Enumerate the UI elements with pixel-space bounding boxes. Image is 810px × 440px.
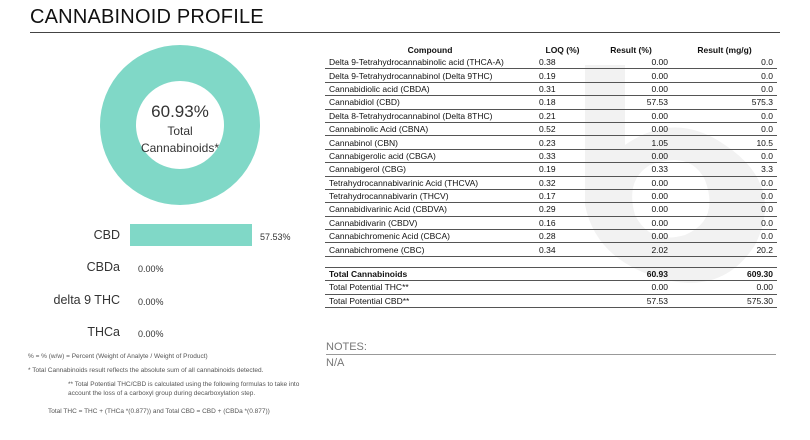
loq-value: 0.17 — [535, 189, 590, 202]
loq-value: 0.31 — [535, 82, 590, 95]
compound-name: Cannabidiolic acid (CBDA) — [325, 82, 535, 95]
loq-value: 0.21 — [535, 109, 590, 122]
compound-name: Cannabinol (CBN) — [325, 136, 535, 149]
bar-row-cbd — [0, 224, 320, 248]
compound-name: Cannabichromenic Acid (CBCA) — [325, 230, 535, 243]
donut-center-label — [110, 102, 250, 156]
result-mg-per-g: 575.3 — [672, 96, 777, 109]
bar-label: THCa — [87, 325, 120, 339]
title-divider — [30, 32, 780, 33]
notes-divider — [326, 354, 776, 355]
spacer-cell — [535, 256, 590, 267]
result-mg-per-g: 0.0 — [672, 122, 777, 135]
col-header-result-pct: Result (%) — [610, 45, 652, 55]
result-mg-per-g: 0.0 — [672, 203, 777, 216]
footnote-total-potential: ** Total Potential THC/CBD is calculated using the following formulas to take into account the loss of a carboxyl group during decarboxylation step. — [68, 381, 300, 397]
result-mg-per-g: 3.3 — [672, 163, 777, 176]
spacer-cell — [590, 256, 672, 267]
total-percent-value: 0.00 — [590, 281, 672, 294]
total-row — [325, 267, 777, 280]
loq-value: 0.19 — [535, 69, 590, 82]
page-title: CANNABINOID PROFILE — [30, 6, 264, 28]
compound-name: Cannabigerol (CBG) — [325, 163, 535, 176]
result-percent: 0.00 — [590, 216, 672, 229]
result-mg-per-g: 0.0 — [672, 230, 777, 243]
bar-label: delta 9 THC — [53, 293, 120, 307]
total-empty-cell — [535, 281, 590, 294]
loq-value: 0.16 — [535, 216, 590, 229]
result-mg-per-g: 0.0 — [672, 82, 777, 95]
table-row — [325, 243, 777, 256]
total-percent-value: 60.93 — [590, 267, 672, 280]
table-spacer-row — [325, 256, 777, 267]
bar-value: 57.53% — [260, 232, 291, 242]
compound-name: Delta 9-Tetrahydrocannabinol (Delta 9THC) — [325, 69, 535, 82]
compound-name: Delta 8-Tetrahydrocannabinol (Delta 8THC) — [325, 109, 535, 122]
total-row — [325, 281, 777, 294]
result-percent: 57.53 — [590, 96, 672, 109]
table-row — [325, 216, 777, 229]
table-row — [325, 96, 777, 109]
footnote-total-cannabinoids: * Total Cannabinoids result reflects the absolute sum of all cannabinoids detected. — [28, 367, 264, 374]
result-percent: 0.00 — [590, 56, 672, 69]
table-row — [325, 149, 777, 162]
notes-label: NOTES: — [326, 341, 367, 353]
table-header-row — [325, 44, 777, 56]
loq-value: 0.19 — [535, 163, 590, 176]
table-row — [325, 176, 777, 189]
total-empty-cell — [535, 267, 590, 280]
footnote-percent-definition: % = % (w/w) = Percent (Weight of Analyte / Weight of Product) — [28, 353, 208, 360]
compound-name: Cannabidivarinic Acid (CBDVA) — [325, 203, 535, 216]
table-row — [325, 82, 777, 95]
result-mg-per-g: 0.0 — [672, 149, 777, 162]
compound-name: Cannabichromene (CBC) — [325, 243, 535, 256]
table-row — [325, 122, 777, 135]
compound-name: Cannabinolic Acid (CBNA) — [325, 122, 535, 135]
result-percent: 1.05 — [590, 136, 672, 149]
col-header-compound: Compound — [407, 45, 453, 55]
total-mg-value: 609.30 — [672, 267, 777, 280]
loq-value: 0.52 — [535, 122, 590, 135]
loq-value: 0.29 — [535, 203, 590, 216]
result-mg-per-g: 0.0 — [672, 176, 777, 189]
loq-value: 0.32 — [535, 176, 590, 189]
result-percent: 0.00 — [590, 230, 672, 243]
result-mg-per-g: 0.0 — [672, 189, 777, 202]
table-row — [325, 230, 777, 243]
result-mg-per-g: 20.2 — [672, 243, 777, 256]
compound-name: Tetrahydrocannabivarin (THCV) — [325, 189, 535, 202]
result-percent: 0.00 — [590, 69, 672, 82]
total-row — [325, 294, 777, 307]
result-percent: 0.00 — [590, 82, 672, 95]
total-mg-value: 575.30 — [672, 294, 777, 307]
loq-value: 0.23 — [535, 136, 590, 149]
result-mg-per-g: 0.0 — [672, 56, 777, 69]
result-percent: 0.00 — [590, 203, 672, 216]
result-percent: 0.00 — [590, 189, 672, 202]
total-mg-value: 0.00 — [672, 281, 777, 294]
bar-row-thca — [0, 321, 320, 345]
bar-value: 0.00% — [138, 329, 164, 339]
col-header-result-mg: Result (mg/g) — [697, 45, 752, 55]
total-empty-cell — [535, 294, 590, 307]
total-label-line1: Total — [167, 124, 193, 138]
total-label-line2: Cannabinoids* — [140, 141, 220, 155]
table-row — [325, 203, 777, 216]
result-percent: 2.02 — [590, 243, 672, 256]
table-row — [325, 136, 777, 149]
loq-value: 0.18 — [535, 96, 590, 109]
result-percent: 0.00 — [590, 149, 672, 162]
loq-value: 0.34 — [535, 243, 590, 256]
table-row — [325, 69, 777, 82]
result-percent: 0.00 — [590, 109, 672, 122]
table-row — [325, 189, 777, 202]
bar-fill — [130, 224, 252, 246]
bar-value: 0.00% — [138, 264, 164, 274]
total-label: Total Potential THC** — [325, 281, 535, 294]
table-row — [325, 56, 777, 69]
cannabinoid-table — [325, 44, 777, 308]
result-mg-per-g: 0.0 — [672, 69, 777, 82]
table-row — [325, 109, 777, 122]
result-mg-per-g: 10.5 — [672, 136, 777, 149]
cannabinoid-table-container — [325, 44, 777, 308]
spacer-cell — [672, 256, 777, 267]
total-label: Total Potential CBD** — [325, 294, 535, 307]
loq-value: 0.33 — [535, 149, 590, 162]
total-percent: 60.93% — [151, 102, 209, 121]
result-mg-per-g: 0.0 — [672, 216, 777, 229]
total-percent-value: 57.53 — [590, 294, 672, 307]
compound-name: Cannabidiol (CBD) — [325, 96, 535, 109]
notes-value: N/A — [326, 357, 345, 369]
compound-name: Cannabidivarin (CBDV) — [325, 216, 535, 229]
result-percent: 0.00 — [590, 176, 672, 189]
bar-label: CBD — [93, 228, 120, 242]
spacer-cell — [325, 256, 535, 267]
compound-name: Cannabigerolic acid (CBGA) — [325, 149, 535, 162]
bar-row-cbda — [0, 256, 320, 280]
table-row — [325, 163, 777, 176]
bar-row-delta9-thc — [0, 289, 320, 313]
bar-label: CBDa — [86, 260, 120, 274]
loq-value: 0.28 — [535, 230, 590, 243]
compound-name: Tetrahydrocannabivarinic Acid (THCVA) — [325, 176, 535, 189]
result-percent: 0.00 — [590, 122, 672, 135]
footnote-formula: Total THC = THC + (THCa *(0.877)) and Total CBD = CBD + (CBDa *(0.877)) — [48, 408, 270, 415]
col-header-loq: LOQ (%) — [545, 45, 580, 55]
result-percent: 0.33 — [590, 163, 672, 176]
compound-name: Delta 9-Tetrahydrocannabinolic acid (THCA-A) — [325, 56, 535, 69]
result-mg-per-g: 0.0 — [672, 109, 777, 122]
bar-value: 0.00% — [138, 297, 164, 307]
total-label: Total Cannabinoids — [325, 267, 535, 280]
loq-value: 0.38 — [535, 56, 590, 69]
